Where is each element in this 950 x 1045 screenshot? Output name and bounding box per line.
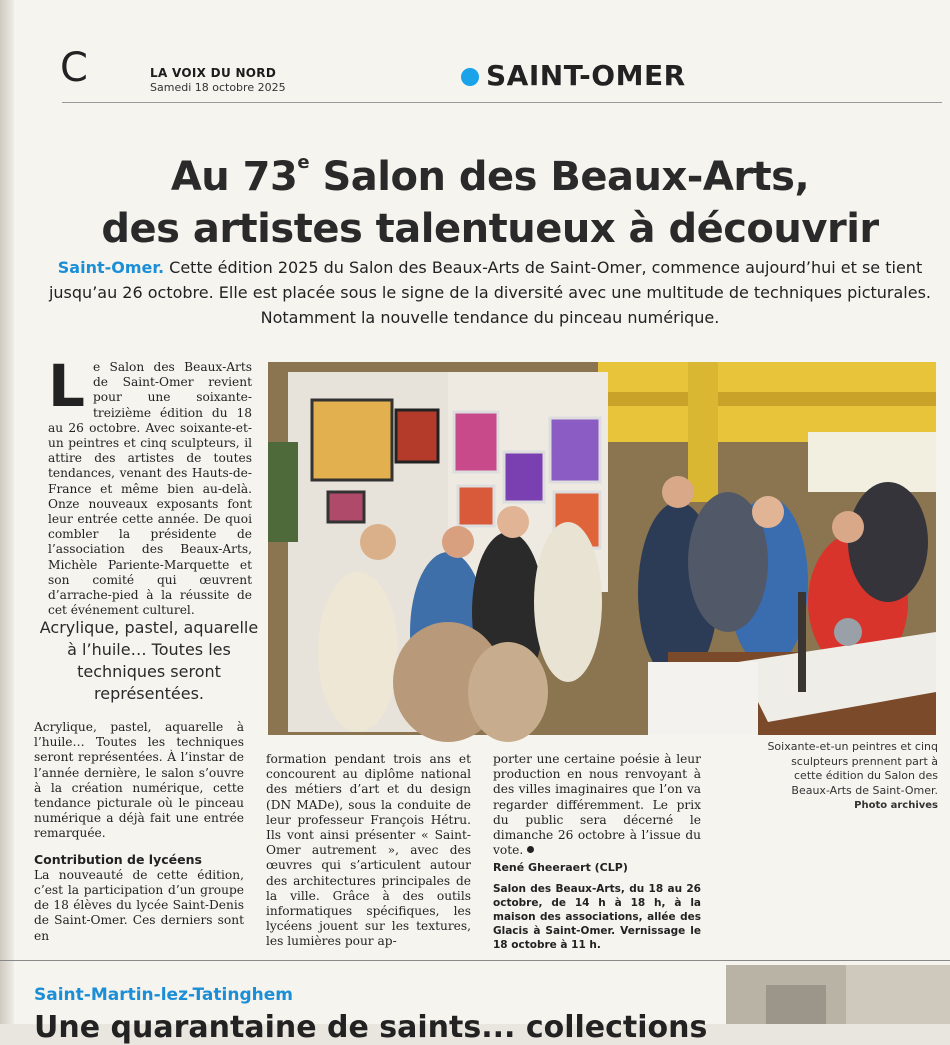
section-letter: C [60, 45, 88, 91]
closing-text: porter une certaine poésie à leur production en nous renvoyant à des villes imaginaires que l’on va regarder différemment. Le prix du public sera décerné le dimanche 26 octobre à l’issue du vote. [493, 752, 701, 858]
article-column-1-bottom [34, 720, 244, 944]
lead-dateline: Saint-Omer. [57, 258, 165, 277]
author-signature: René Gheeraert (CLP) [493, 861, 628, 875]
next-article-photo [726, 965, 950, 1024]
article-lead [40, 255, 940, 330]
end-bullet-icon [527, 846, 534, 853]
article-headline [40, 137, 940, 255]
next-photo-illustration [726, 965, 950, 1024]
next-article-headline: Une quarantaine de saints... collections [34, 1010, 708, 1045]
section-dot-icon [461, 68, 479, 86]
headline-superscript: e [297, 152, 310, 173]
article-column-3 [493, 752, 701, 952]
header-rule [62, 102, 942, 103]
article-column-1 [48, 352, 252, 618]
article-subhead: Contribution de lycéens [34, 851, 202, 867]
lead-text: Cette édition 2025 du Salon des Beaux-Arts de Saint-Omer, commence aujourd’hui et se tient jusqu’au 26 octobre. Elle est placée sous le signe de la diversité avec une multitude de techniques picturales. Notamment la nouvelle tendance du pinceau numérique. [48, 258, 932, 327]
drop-cap: L [48, 352, 85, 420]
article-column-2 [266, 752, 471, 950]
article-paragraph-3: La nouveauté de cette édition, c’est la participation d’un groupe de 18 élèves du lycée Saint-Denis de Saint-Omer. Ces derniers sont en [34, 867, 244, 943]
article-paragraph-4: formation pendant trois ans et concourent au diplôme national des métiers d’art et du design (DN MADe), sous la conduite de leur professeur François Hétru. Ils vont ainsi présenter « Saint-Omer autrement », avec des œuvres qui s’articulent autour des architectures principales de la ville. Grâce à des outils informatiques spécifiques, les lycéens jouent sur les textures, les lumières pour ap- [266, 752, 471, 949]
article-paragraph-5 [493, 752, 701, 858]
caption-text: Soixante-et-un peintres et cinq sculpteurs prennent part à cette édition du Salon des Beaux-Arts de Saint-Omer. [767, 740, 938, 797]
page-fold-shadow [0, 0, 14, 1024]
issue-date: Samedi 18 octobre 2025 [150, 81, 286, 94]
headline-part: Au 73 [170, 154, 298, 200]
practical-info: Salon des Beaux-Arts, du 18 au 26 octobre, de 14 h à 18 h, à la maison des associations, allée des Glacis à Saint-Omer. Vernissage le 18 octobre à 11 h. [493, 882, 701, 951]
photo-credit: Photo archives [854, 800, 938, 811]
pull-quote: Acrylique, pastel, aquarelle à l’huile… Toutes les techniques seront représentées. [39, 618, 259, 703]
bottom-rule [0, 960, 950, 961]
headline-part: Salon des Beaux-Arts, [309, 154, 810, 200]
article-paragraph-1: e Salon des Beaux-Arts de Saint-Omer revient pour une soixante-treizième édition du 18 au 26 octobre. Avec soixante-et-un peintres et cinq sculpteurs, il attire des artistes de toutes tendances, venant des Hauts-de-France et même bien au-delà. Onze nouveaux exposants font leur entrée cette année. De quoi combler la présidente de l’association des Beaux-Arts, Michèle Pariente-Marquette et son comité qui œuvrent d’arrache-pied à la réussite de cet événement culturel. [48, 360, 252, 618]
exhibition-photo-illustration [268, 362, 936, 735]
article-photo [268, 362, 936, 735]
next-article-section: Saint-Martin-lez-Tatinghem [34, 985, 293, 1005]
article-paragraph-2: Acrylique, pastel, aquarelle à l’huile… Toutes les techniques seront représentées. À l’instar de l’année dernière, le salon s’ouvre à la création numérique, cette tendance picturale où le pinceau numérique a déjà fait une entrée remarquée. [34, 720, 244, 841]
photo-caption [760, 740, 938, 814]
section-name: SAINT-OMER [486, 59, 686, 92]
headline-line-2: des artistes talentueux à découvrir [101, 206, 879, 252]
newspaper-name: LA VOIX DU NORD [150, 66, 277, 80]
headline-line-1 [40, 137, 940, 203]
